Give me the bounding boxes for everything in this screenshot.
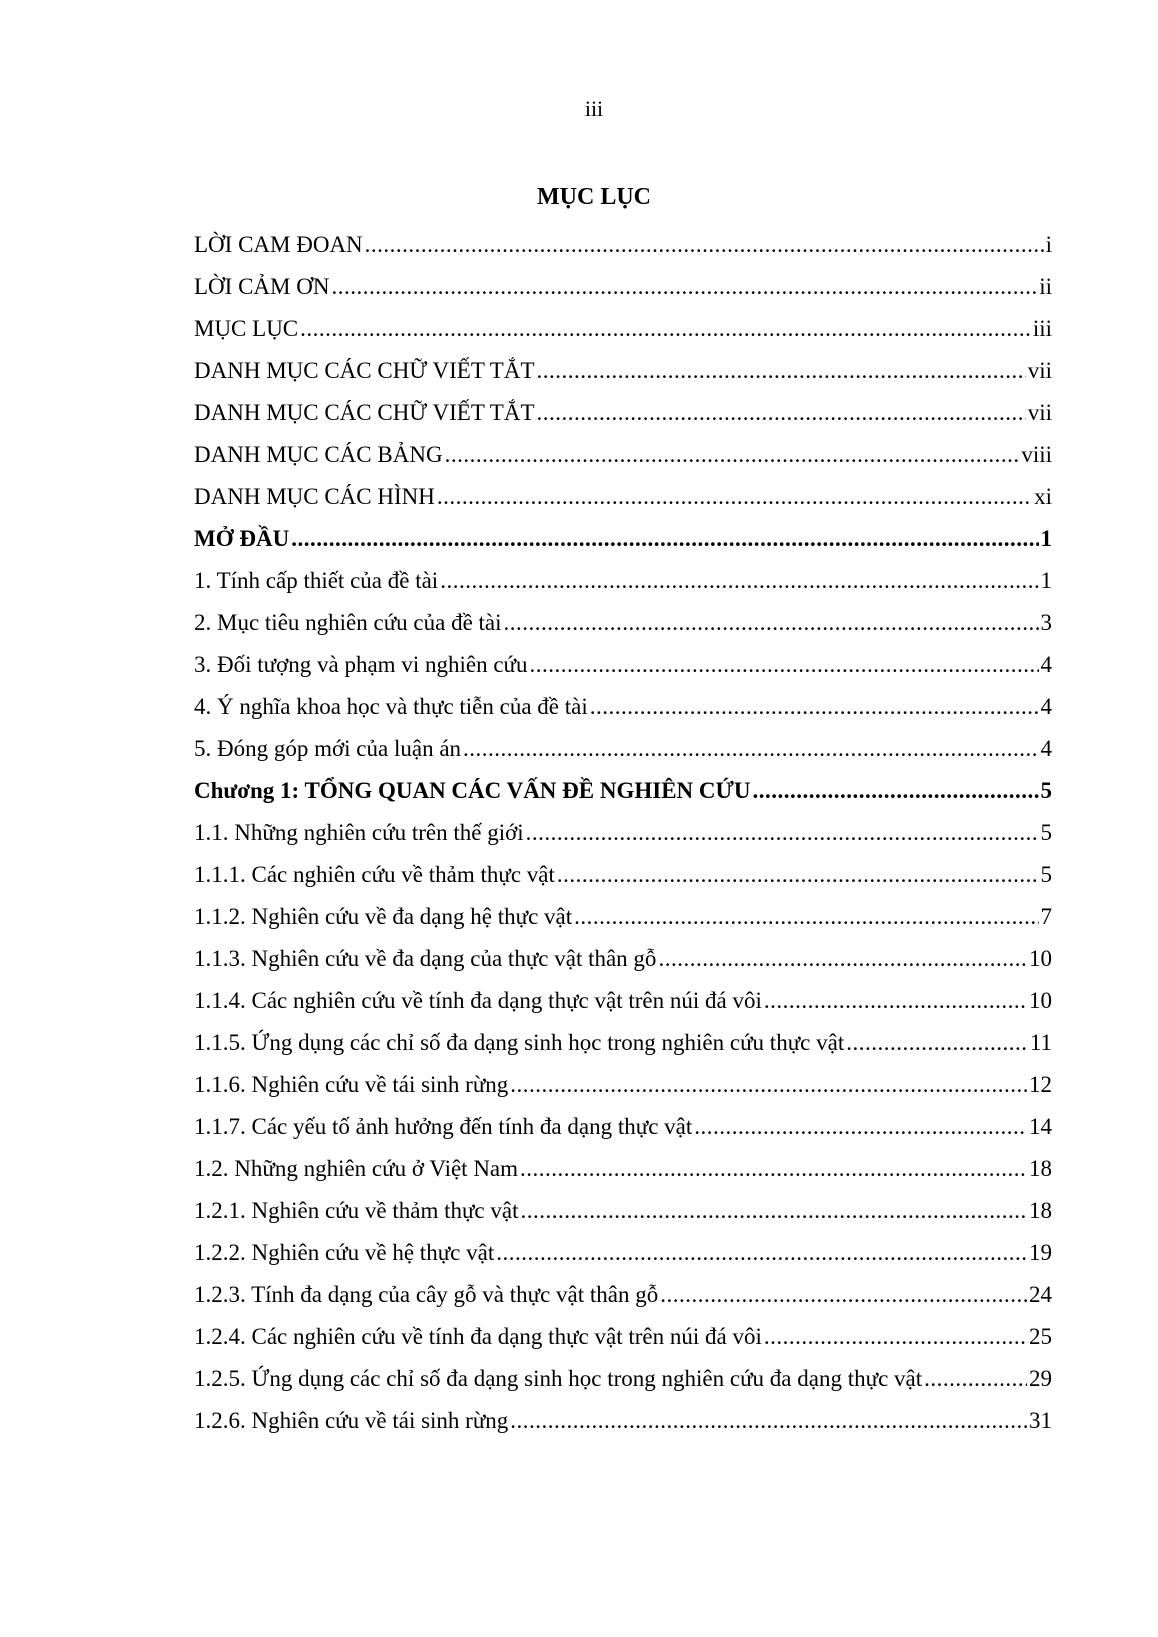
toc-entry-label: 1. Tính cấp thiết của đề tài [194, 568, 439, 593]
toc-entry[interactable] [194, 1358, 1052, 1400]
toc-dot-leader [764, 1316, 1027, 1358]
toc-entry-label: Chương 1: TỔNG QUAN CÁC VẤN ĐỀ NGHIÊN CỨU [194, 778, 751, 803]
toc-dot-leader [924, 1358, 1027, 1400]
toc-entry[interactable] [194, 392, 1052, 434]
toc-entry-page: i [1045, 232, 1052, 257]
toc-entry-page: 29 [1029, 1366, 1052, 1391]
toc-entry[interactable] [194, 896, 1052, 938]
toc-dot-leader [752, 770, 1038, 812]
toc-entry-page: 5 [1040, 862, 1052, 887]
toc-entry-page: 10 [1029, 988, 1052, 1013]
toc-entry[interactable] [194, 518, 1052, 560]
toc-entry-page: 10 [1029, 946, 1052, 971]
toc-entry-page: iii [1032, 316, 1052, 341]
toc-entry-page: 11 [1029, 1030, 1052, 1055]
toc-entry-label: 1.1. Những nghiên cứu trên thế giới [194, 820, 524, 845]
toc-entry-label: 1.2.6. Nghiên cứu về tái sinh rừng [194, 1408, 509, 1433]
toc-entry-page: 5 [1040, 820, 1052, 845]
toc-dot-leader [530, 644, 1039, 686]
toc-entry-label: 4. Ý nghĩa khoa học và thực tiễn của đề tài [194, 694, 588, 719]
toc-dot-leader [440, 560, 1038, 602]
page-number: iii [584, 96, 604, 121]
toc-entry-page: 1 [1040, 526, 1052, 551]
toc-entry-label: 1.2.1. Nghiên cứu về thảm thực vật [194, 1198, 519, 1223]
toc-entry-page: 24 [1029, 1282, 1052, 1307]
toc-dot-leader [445, 434, 1020, 476]
toc-entry[interactable] [194, 854, 1052, 896]
toc-entry-page: 4 [1040, 736, 1052, 761]
toc-entry-page: 5 [1040, 778, 1052, 803]
toc-title: MỤC LỤC [537, 184, 651, 210]
toc-entry[interactable] [194, 1106, 1052, 1148]
toc-entry[interactable] [194, 1190, 1052, 1232]
toc-entry-page: 1 [1040, 568, 1052, 593]
toc-dot-leader [537, 350, 1026, 392]
toc-entry-page: 12 [1029, 1072, 1052, 1097]
toc-dot-leader [537, 392, 1026, 434]
toc-dot-leader [331, 266, 1037, 308]
toc-entry-label: DANH MỤC CÁC HÌNH [194, 484, 435, 509]
toc-entry[interactable] [194, 308, 1052, 350]
toc-entry-label: 1.1.3. Nghiên cứu về đa dạng của thực vật thân gỗ [194, 946, 657, 971]
toc-entry-label: DANH MỤC CÁC CHỮ VIẾT TẮT [194, 400, 535, 425]
toc-entry[interactable] [194, 1148, 1052, 1190]
toc-entry-label: 1.1.6. Nghiên cứu về tái sinh rừng [194, 1072, 509, 1097]
toc-dot-leader [300, 308, 1031, 350]
toc-entry-label: 1.1.2. Nghiên cứu về đa dạng hệ thực vật [194, 904, 573, 929]
toc-dot-leader [365, 224, 1044, 266]
toc-entry-page: 31 [1029, 1408, 1052, 1433]
toc-dot-leader [437, 476, 1032, 518]
toc-entry-page: 3 [1040, 610, 1052, 635]
toc-dot-leader [520, 1148, 1027, 1190]
toc-entry-page: 18 [1029, 1198, 1052, 1223]
toc-entry[interactable] [194, 644, 1052, 686]
toc-entry-page: viii [1021, 442, 1052, 467]
toc-dot-leader [658, 938, 1027, 980]
toc-dot-leader [504, 602, 1039, 644]
toc-entry-page: 14 [1029, 1114, 1052, 1139]
toc-entry-page: xi [1034, 484, 1052, 509]
toc-dot-leader [510, 1064, 1027, 1106]
toc-entry[interactable] [194, 686, 1052, 728]
toc-entry[interactable] [194, 266, 1052, 308]
toc-dot-leader [574, 896, 1038, 938]
toc-entry-label: 1.2.4. Các nghiên cứu về tính đa dạng thực vật trên núi đá vôi [194, 1324, 762, 1349]
toc-entry-page: ii [1039, 274, 1052, 299]
toc-entry-label: 1.2.3. Tính đa dạng của cây gỗ và thực vật thân gỗ [194, 1282, 659, 1307]
toc-entry-label: 1.2. Những nghiên cứu ở Việt Nam [194, 1156, 519, 1181]
toc-entry[interactable] [194, 770, 1052, 812]
toc-dot-leader [764, 980, 1027, 1022]
toc-entry-label: LỜI CẢM ƠN [194, 274, 330, 299]
toc-dot-leader [510, 1400, 1027, 1442]
toc-entry[interactable] [194, 476, 1052, 518]
toc-entry[interactable] [194, 224, 1052, 266]
toc-entry[interactable] [194, 434, 1052, 476]
toc-entry-label: 1.2.2. Nghiên cứu về hệ thực vật [194, 1240, 495, 1265]
toc-dot-leader [694, 1106, 1027, 1148]
toc-entry-page: vii [1027, 400, 1052, 425]
toc-entry-page: 7 [1040, 904, 1052, 929]
toc-entry[interactable] [194, 1064, 1052, 1106]
toc-entry-label: LỜI CAM ĐOAN [194, 232, 363, 257]
toc-entry-label: DANH MỤC CÁC CHỮ VIẾT TẮT [194, 358, 535, 383]
toc-entry-page: 4 [1040, 652, 1052, 677]
toc-entry[interactable] [194, 602, 1052, 644]
toc-dot-leader [557, 854, 1039, 896]
toc-entry-page: 4 [1040, 694, 1052, 719]
toc-entry-label: 2. Mục tiêu nghiên cứu của đề tài [194, 610, 502, 635]
toc-dot-leader [846, 1022, 1028, 1064]
toc-dot-leader [463, 728, 1038, 770]
toc-entry[interactable] [194, 1022, 1052, 1064]
toc-entry-label: 1.1.7. Các yếu tố ảnh hưởng đến tính đa dạng thực vật [194, 1114, 693, 1139]
toc-dot-leader [660, 1274, 1027, 1316]
toc-entry[interactable] [194, 560, 1052, 602]
toc-entry-label: 5. Đóng góp mới của luận án [194, 736, 462, 761]
toc-entry[interactable] [194, 1274, 1052, 1316]
toc-entry-label: MỞ ĐẦU [194, 526, 290, 551]
toc-entry-page: 18 [1029, 1156, 1052, 1181]
toc-entry[interactable] [194, 1316, 1052, 1358]
table-of-contents [194, 224, 1052, 1442]
toc-entry-page: 25 [1029, 1324, 1052, 1349]
toc-entry[interactable] [194, 1400, 1052, 1442]
toc-entry[interactable] [194, 350, 1052, 392]
toc-entry-label: 1.1.5. Ứng dụng các chỉ số đa dạng sinh học trong nghiên cứu thực vật [194, 1030, 845, 1055]
toc-dot-leader [521, 1190, 1028, 1232]
toc-entry[interactable] [194, 728, 1052, 770]
toc-entry[interactable] [194, 980, 1052, 1022]
toc-dot-leader [590, 686, 1039, 728]
toc-dot-leader [291, 518, 1038, 560]
toc-entry-page: vii [1027, 358, 1052, 383]
toc-entry-label: DANH MỤC CÁC BẢNG [194, 442, 443, 467]
toc-entry[interactable] [194, 1232, 1052, 1274]
toc-entry-label: 1.1.1. Các nghiên cứu về thảm thực vật [194, 862, 555, 887]
toc-entry-label: 3. Đối tượng và phạm vi nghiên cứu [194, 652, 528, 677]
toc-dot-leader [496, 1232, 1027, 1274]
toc-dot-leader [526, 812, 1039, 854]
toc-entry-label: 1.2.5. Ứng dụng các chỉ số đa dạng sinh học trong nghiên cứu đa dạng thực vật [194, 1366, 923, 1391]
toc-entry-label: MỤC LỤC [194, 316, 299, 341]
toc-entry-page: 19 [1029, 1240, 1052, 1265]
toc-entry-label: 1.1.4. Các nghiên cứu về tính đa dạng thực vật trên núi đá vôi [194, 988, 762, 1013]
toc-entry[interactable] [194, 812, 1052, 854]
toc-entry[interactable] [194, 938, 1052, 980]
